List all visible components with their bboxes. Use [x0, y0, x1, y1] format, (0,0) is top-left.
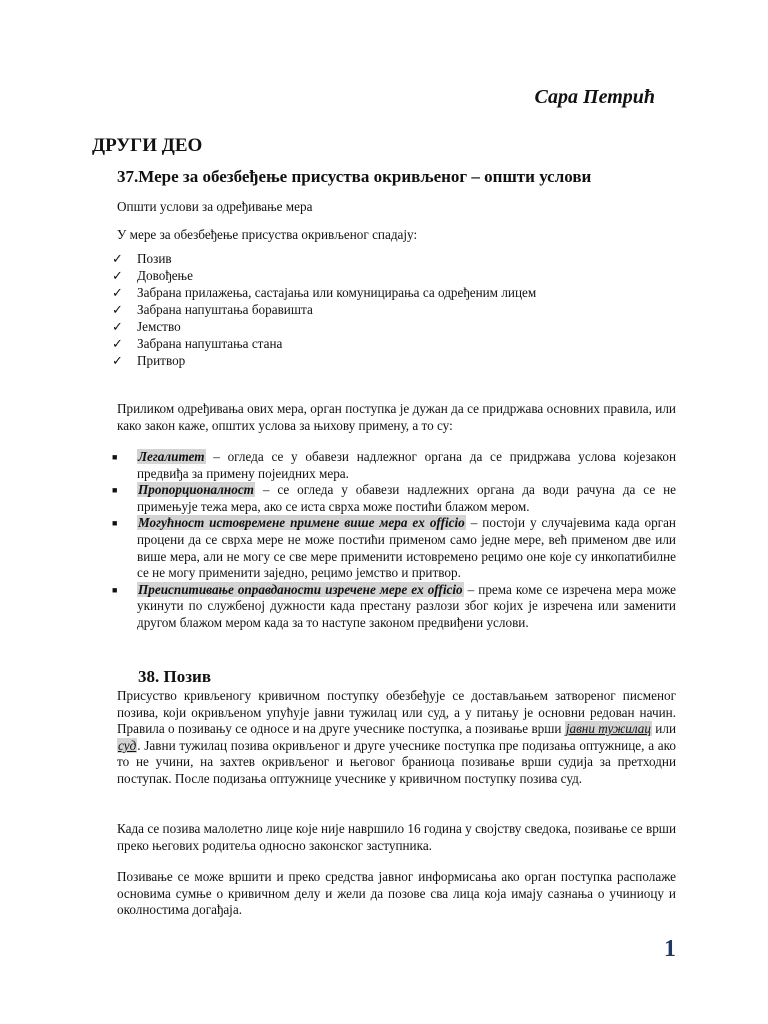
section-38-title: 38. Позив	[138, 667, 212, 686]
list-item: ✓ Притвор	[112, 353, 186, 368]
condition-text: – постоји у случајевима када орган процени да се сврха мере не може постићи применом само једне мере, већ применом две или више мера, али не могу се све мере применити истовремено рецимо оне које су инкопатибилне се не могу применити заједно, рецимо јемство и притвор.	[137, 515, 676, 581]
author-header: Сара Петрић	[534, 86, 655, 108]
section-38-paragraph-3: Позивање се може вршити и преко средства јавног информисања ако орган поступка располаже основима сумње о кривичном делу и жели да позове сва лица која имају сазнања о учиниоцу и околностима догађаја.	[117, 869, 676, 918]
list-item: ✓ Јемство	[112, 319, 181, 334]
condition-term: Преиспитивање оправданости изречене мере ex officio	[138, 581, 463, 597]
highlight-prosecutor: јавни тужилац	[565, 721, 651, 737]
list-item: ✓ Позив	[112, 251, 172, 266]
check-icon: ✓	[112, 285, 124, 300]
condition-term: Могућност истовремене примене више мера ex officio	[138, 515, 465, 531]
list-item	[112, 449, 676, 482]
section-37-intro-2: У мере за обезбеђење присуства окривљеног спадају:	[117, 227, 418, 242]
list-item	[112, 515, 676, 581]
check-icon: ✓	[112, 319, 124, 334]
list-item: ✓ Довођење	[112, 268, 193, 283]
section-38-paragraph-2: Када се позива малолетно лице које није навршило 16 година у својству сведока, позивање се врши преко његових родитеља односно законског заступника.	[117, 821, 676, 853]
square-bullet-icon: ■	[112, 452, 118, 462]
page-number: 1	[664, 936, 676, 962]
list-item: ✓ Забрана напуштања стана	[112, 336, 283, 351]
condition-text: – према коме се изречена мера може укинути по службеној дужности када престану разлози због којих је изречена или заменити другом блажом мером када за то наступе законом предвиђени услови.	[137, 581, 676, 630]
condition-text: – огледа се у обавези надлежног органа да се придржава услова којезакон предвиђа за примену појеидних мера.	[137, 449, 676, 481]
check-icon: ✓	[112, 251, 124, 266]
check-icon: ✓	[112, 336, 124, 351]
check-icon: ✓	[112, 353, 124, 368]
square-bullet-icon: ■	[112, 584, 118, 595]
section-37-paragraph: Приликом одређивања ових мера, орган поступка је дужан да се придржава основних правила, или како закон каже, општих услова за њихову примену, а то су:	[117, 401, 676, 433]
section-37-title: 37.Мере за обезбеђење присуства окривљеног – општи услови	[117, 167, 592, 186]
section-37-intro-1: Општи услови за одређивање мера	[117, 199, 313, 214]
list-item: ✓ Забрана прилажења, састајања или комуницирања са одређеним лицем	[112, 285, 537, 300]
measures-list	[112, 250, 536, 369]
conditions-list	[112, 449, 676, 632]
list-item	[112, 582, 676, 632]
condition-term: Легалитет	[138, 449, 205, 464]
list-item	[112, 482, 676, 515]
square-bullet-icon: ■	[112, 518, 118, 529]
condition-text: – се огледа у обавези надлежних органа да води рачуна да се не примењује тежа мера, ако се иста сврха може постићи блажом мером.	[137, 482, 676, 514]
condition-term: Пропорционалност	[138, 482, 254, 498]
check-icon: ✓	[112, 302, 124, 317]
list-item: ✓ Забрана напуштања боравишта	[112, 302, 313, 317]
highlight-court: суд	[118, 737, 137, 753]
check-icon: ✓	[112, 268, 124, 283]
square-bullet-icon: ■	[112, 485, 118, 496]
part-title: ДРУГИ ДЕО	[92, 135, 203, 156]
section-38-paragraph-1: Присуство кривљеногу кривичном поступку обезбеђује се достављањем затвореног писменог позива, који окривљеном упућује јавни тужилац или суд, а у питању је основни редован начин. Правила о позивању се односе и на друге учеснике поступка, а позивање врши јавни тужилац или суд. Јавни тужилац позива окривљеног и друге учеснике поступка пре подизања оптужнице, а ако то не учини, на захтев окривљеног и његовог браниоца позивање врши судија за претходни поступак. После подизања оптужнице учеснике у кривичном поступку позива суд.	[117, 688, 676, 786]
